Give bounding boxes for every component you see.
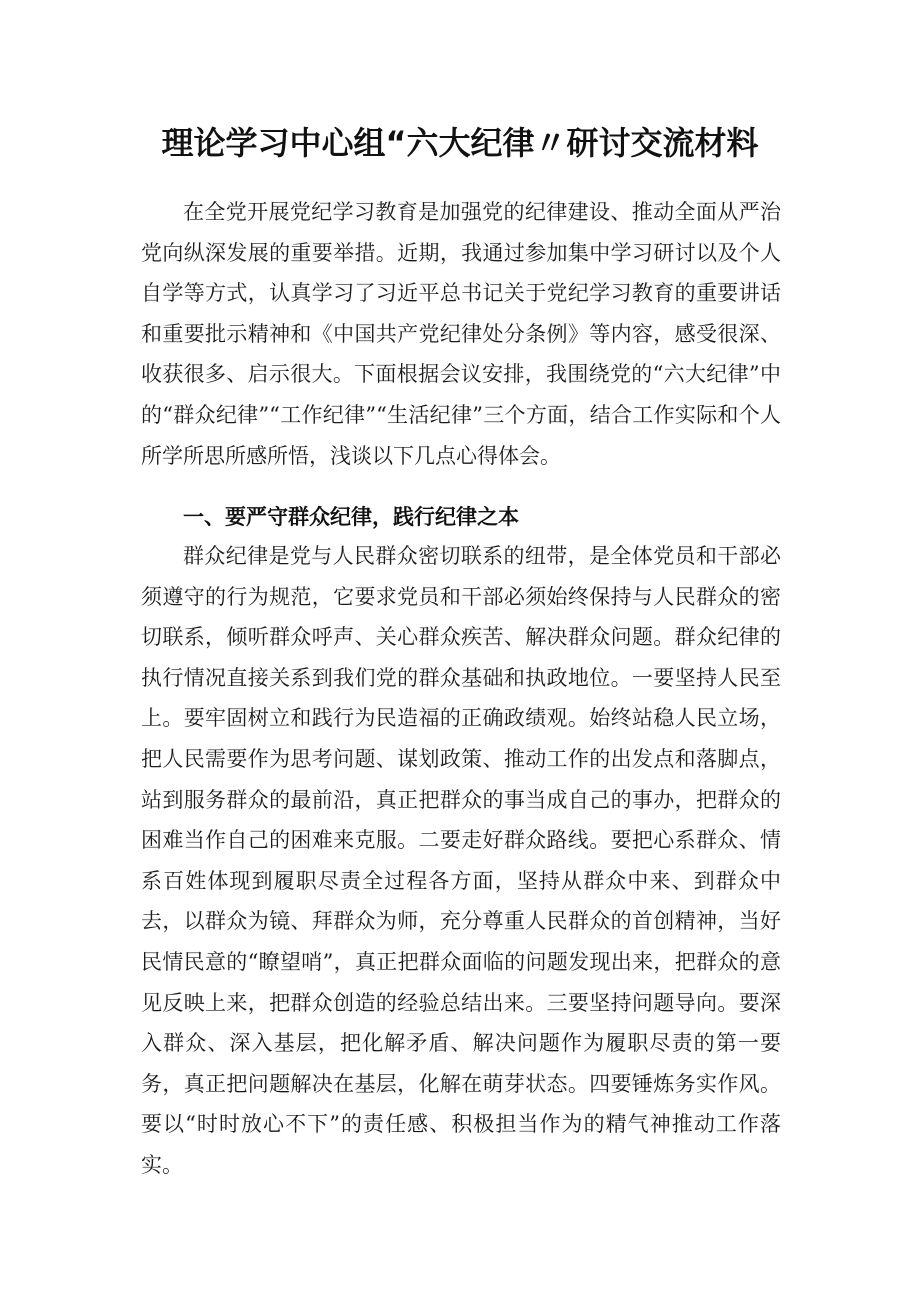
intro-paragraph: 在全党开展党纪学习教育是加强党的纪律建设、推动全面从严治党向纵深发展的重要举措。近期，我通过参加集中学习研讨以及个人自学等方式，认真学习了习近平总书记关于党纪学习教育的重要讲话和重要批示精神和《中国共产党纪律处分条例》等内容，感受很深、收获很多、启示很大。下面根据会议安排，我围绕党的“六大纪律”中的“群众纪律”“工作纪律”“生活纪律”三个方面，结合工作实际和个人所学所思所感所悟，浅谈以下几点心得体会。 (141, 200, 781, 468)
section-paragraph: 群众纪律是党与人民群众密切联系的纽带，是全体党员和干部必须遵守的行为规范，它要求党员和干部必须始终保持与人民群众的密切联系，倾听群众呼声、关心群众疾苦、解决群众问题。群众纪律的执行情况直接关系到我们党的群众基础和执政地位。一要坚持人民至上。要牢固树立和践行为民造福的正确政绩观。始终站稳人民立场，把人民需要作为思考问题、谋划政策、推动工作的出发点和落脚点，站到服务群众的最前沿，真正把群众的事当成自己的事办，把群众的困难当作自己的困难来克服。二要走好群众路线。要把心系群众、情系百姓体现到履职尽责全过程各方面，坚持从群众中来、到群众中去，以群众为镜、拜群众为师，充分尊重人民群众的首创精神，当好民情民意的“瞭望哨”，真正把群众面临的问题发现出来，把群众的意见反映上来，把群众创造的经验总结出来。三要坚持问题导向。要深入群众、深入基层，把化解矛盾、解决问题作为履职尽责的第一要务，真正把问题解决在基层，化解在萌芽状态。四要锤炼务实作风。要以“时时放心不下”的责任感、积极担当作为的精气神推动工作落实。 (141, 544, 781, 1177)
section-heading: 一、要严守群众纪律，践行纪律之本 (183, 505, 519, 529)
document-title: 理论学习中心组“六大纪律〃研讨交流材料 (161, 124, 759, 162)
